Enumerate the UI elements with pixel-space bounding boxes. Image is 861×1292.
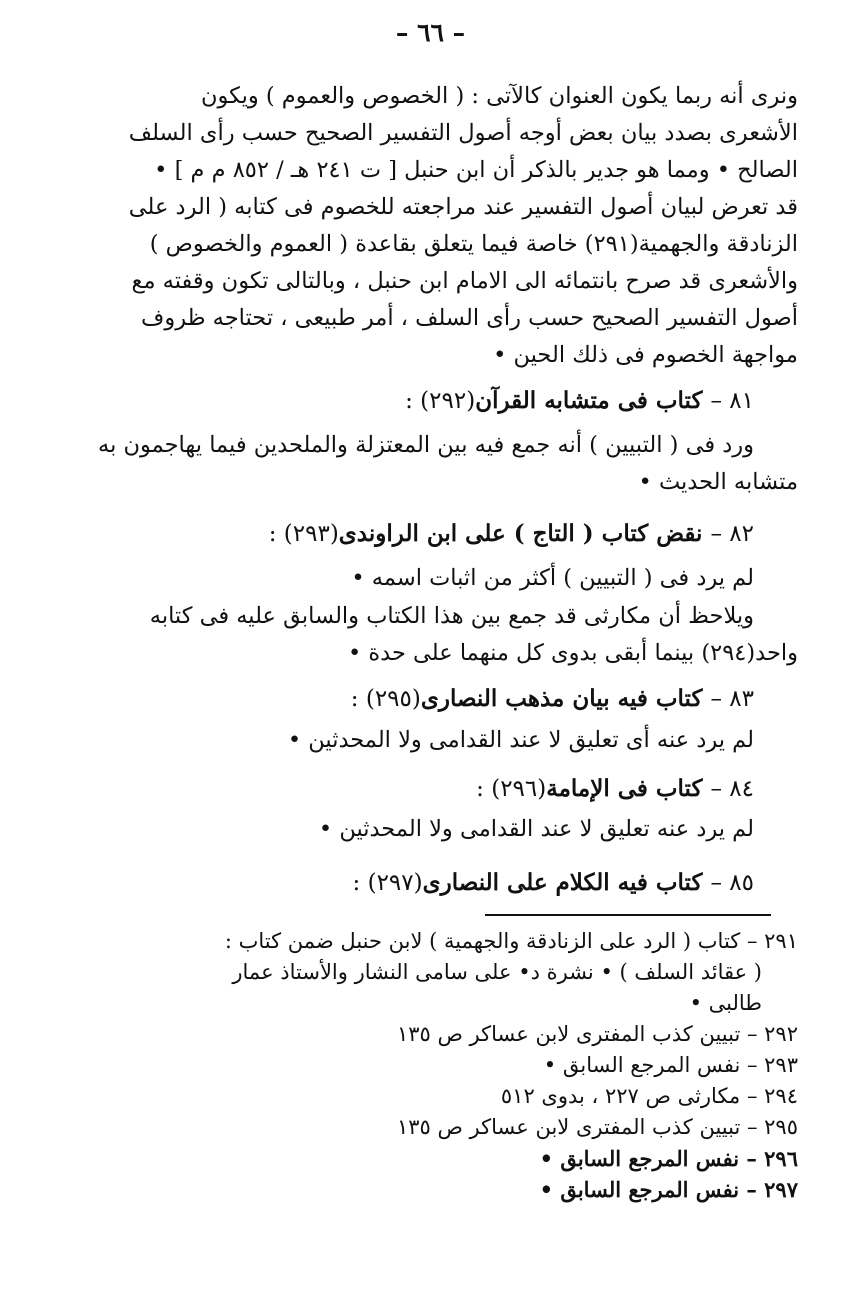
entry-number: ٨٢ – — [710, 521, 754, 547]
entry-title: كتاب فيه بيان مذهب النصارى — [420, 685, 703, 712]
text-line: قد تعرض لبيان أصول التفسير عند مراجعته للخصوم فى كتابه ( الرد على — [128, 194, 798, 220]
entry-heading — [98, 864, 798, 902]
text-line: الصالح • ومما هو جدير بالذكر أن ابن حنبل [ ت ٢٤١ هـ / ٨٥٢ م م ] • — [154, 157, 798, 183]
footnote-297: ٢٩٧ – نفس المرجع السابق • — [539, 1177, 798, 1202]
text-line: لم يرد عنه تعليق لا عند القدامى ولا المحدثين • — [318, 816, 754, 842]
entry-title: كتاب فيه الكلام على النصارى — [422, 869, 703, 896]
entry-82-body — [98, 560, 798, 597]
entry-number: ٨٥ – — [710, 870, 754, 896]
entry-number: ٨١ – — [710, 388, 754, 414]
text-line: متشابه الحديث • — [638, 469, 798, 495]
intro-paragraph — [98, 78, 798, 374]
entry-heading — [98, 382, 798, 420]
footnote-294: ٢٩٤ – مكارثى ص ٢٢٧ ، بدوى ٥١٢ — [500, 1084, 798, 1108]
text-line: ورد فى ( التبيين ) أنه جمع فيه بين المعتزلة والملحدين فيما يهاجمون به — [98, 432, 754, 458]
text-line: ويلاحظ أن مكارثى قد جمع بين هذا الكتاب والسابق عليه فى كتابه — [149, 603, 754, 629]
entry-81 — [98, 382, 798, 420]
entry-84-body — [98, 811, 798, 848]
entry-heading — [98, 680, 798, 718]
footnote-292: ٢٩٢ – تبيين كذب المفترى لابن عساكر ص ١٣٥ — [396, 1022, 798, 1046]
page-number: – ٦٦ – — [395, 18, 466, 47]
text-line: لم يرد عنه أى تعليق لا عند القدامى ولا المحدثين • — [287, 727, 754, 753]
text-line: أصول التفسير الصحيح حسب رأى السلف ، أمر طبيعى ، تحتاجه ظروف — [141, 305, 798, 331]
entry-83-body — [98, 722, 798, 759]
entry-81-body — [98, 427, 798, 501]
text-line: ونرى أنه ربما يكون العنوان كالآتى : ( الخصوص والعموم ) ويكون — [201, 83, 798, 109]
footnote-291-cont: ( عقائد السلف ) • نشرة د• على سامى النشار والأستاذ عمار — [232, 960, 762, 984]
entry-number: ٨٤ – — [710, 776, 754, 802]
footnote-ref: (٢٩٦) : — [476, 776, 547, 802]
footnote-293: ٢٩٣ – نفس المرجع السابق • — [543, 1053, 798, 1077]
footnote-291-cont: طالبى • — [689, 991, 762, 1015]
text-line: والأشعرى قد صرح بانتمائه الى الامام ابن حنبل ، وبالتالى تكون وقفته مع — [131, 268, 798, 294]
text-line: لم يرد فى ( التبيين ) أكثر من اثبات اسمه • — [351, 565, 754, 591]
entry-heading — [98, 770, 798, 808]
text-line: الأشعرى بصدد بيان بعض أوجه أصول التفسير الصحيح حسب رأى السلف — [128, 120, 798, 146]
text-line: مواجهة الخصوم فى ذلك الحين • — [493, 342, 798, 368]
text-line: واحد(٢٩٤) بينما أبقى بدوى كل منهما على حدة • — [347, 640, 798, 666]
entry-title: نقض كتاب ( التاج ) على ابن الراوندى — [338, 520, 703, 547]
entry-83 — [98, 680, 798, 718]
footnote-ref: (٢٩٣) : — [268, 521, 339, 547]
entry-84 — [98, 770, 798, 808]
entry-82-note — [98, 598, 798, 672]
entry-title: كتاب فى متشابه القرآن — [475, 387, 703, 414]
footnotes — [98, 926, 798, 1205]
entry-heading — [98, 515, 798, 553]
entry-title: كتاب فى الإمامة — [546, 775, 703, 802]
entry-85 — [98, 864, 798, 902]
text-line: الزنادقة والجهمية(٢٩١) خاصة فيما يتعلق بقاعدة ( العموم والخصوص ) — [149, 231, 798, 257]
footnote-295: ٢٩٥ – تبيين كذب المفترى لابن عساكر ص ١٣٥ — [396, 1115, 798, 1139]
entry-number: ٨٣ – — [710, 686, 754, 712]
entry-82 — [98, 515, 798, 553]
footnote-ref: (٢٩٥) : — [350, 686, 421, 712]
footnote-296: ٢٩٦ – نفس المرجع السابق • — [539, 1146, 798, 1171]
footnote-ref: (٢٩٧) : — [352, 870, 423, 896]
footnote-divider — [485, 914, 771, 916]
footnote-ref: (٢٩٢) : — [405, 388, 476, 414]
footnote-291: ٢٩١ – كتاب ( الرد على الزنادقة والجهمية ) لابن حنبل ضمن كتاب : — [224, 929, 798, 953]
